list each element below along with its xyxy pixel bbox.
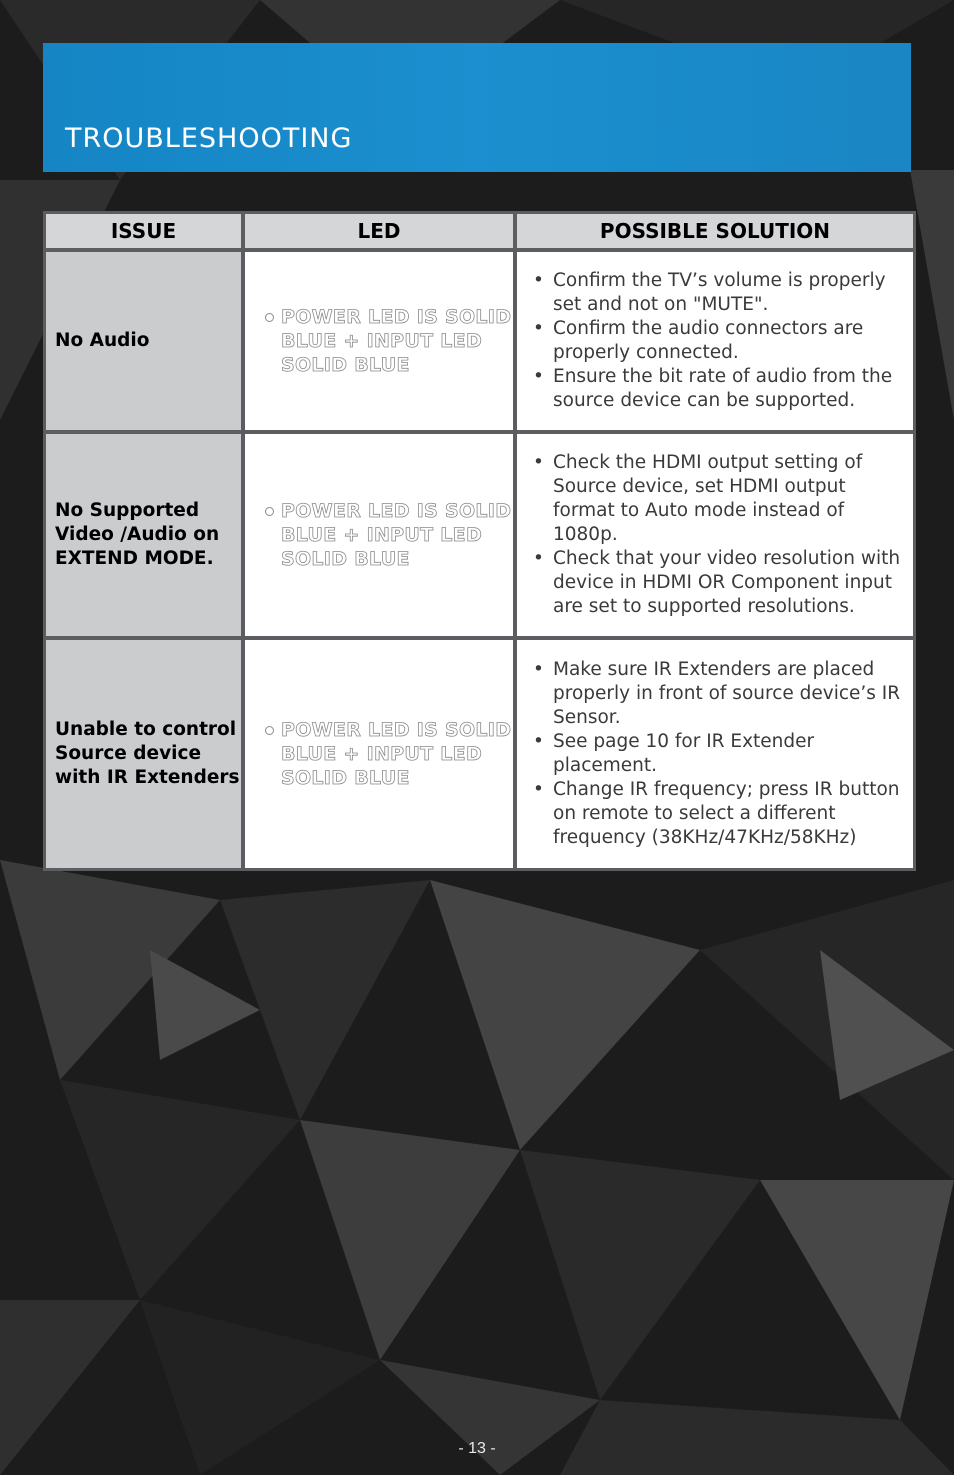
page-title: TROUBLESHOOTING	[65, 123, 353, 154]
solution-cell	[517, 434, 913, 636]
column-header-issue: ISSUE	[46, 214, 241, 248]
led-cell	[245, 252, 513, 430]
table-header-row	[46, 214, 913, 248]
table-row	[46, 252, 913, 430]
issue-cell: Unable to control Source device with IR Extenders	[46, 640, 241, 868]
solution-list	[531, 451, 909, 619]
page-number: - 13 -	[458, 1440, 496, 1457]
list-item: • Ensure the bit rate of audio from the source device can be supported.	[533, 366, 893, 411]
list-item: • Confirm the TV’s volume is properly set and not on "MUTE".	[533, 270, 886, 315]
list-item: • Change IR frequency; press IR button on remote to select a different frequency (38KHz/47KHz/58KHz)	[533, 779, 900, 848]
bullet-icon	[265, 507, 274, 516]
list-item: • Confirm the audio connectors are properly connected.	[533, 318, 864, 363]
solution-cell	[517, 640, 913, 868]
led-status-text: POWER LED IS SOLID BLUE + INPUT LED SOLID BLUE	[281, 306, 512, 376]
bullet-icon	[265, 726, 274, 735]
list-item: • Check that your video resolution with device in HDMI OR Component input are set to supported resolutions.	[533, 548, 901, 617]
table-row	[46, 640, 913, 868]
list-item: • Make sure IR Extenders are placed properly in front of source device’s IR Sensor.	[533, 659, 901, 728]
issue-cell: No Supported Video /Audio on EXTEND MODE.	[46, 434, 241, 636]
section-header-banner	[43, 43, 911, 172]
issue-cell: No Audio	[46, 252, 241, 430]
led-status-text: POWER LED IS SOLID BLUE + INPUT LED SOLID BLUE	[281, 719, 512, 789]
solution-cell	[517, 252, 913, 430]
led-status-text: POWER LED IS SOLID BLUE + INPUT LED SOLID BLUE	[281, 500, 512, 570]
solution-list	[531, 269, 909, 413]
led-cell	[245, 434, 513, 636]
list-item: • See page 10 for IR Extender placement.	[533, 731, 815, 776]
bullet-icon	[265, 313, 274, 322]
troubleshooting-table	[43, 211, 916, 871]
list-item: • Check the HDMI output setting of Source device, set HDMI output format to Auto mode instead of 1080p.	[533, 452, 863, 545]
table-row	[46, 434, 913, 636]
column-header-solution: POSSIBLE SOLUTION	[517, 214, 913, 248]
solution-list	[531, 658, 909, 850]
led-cell	[245, 640, 513, 868]
column-header-led: LED	[245, 214, 513, 248]
